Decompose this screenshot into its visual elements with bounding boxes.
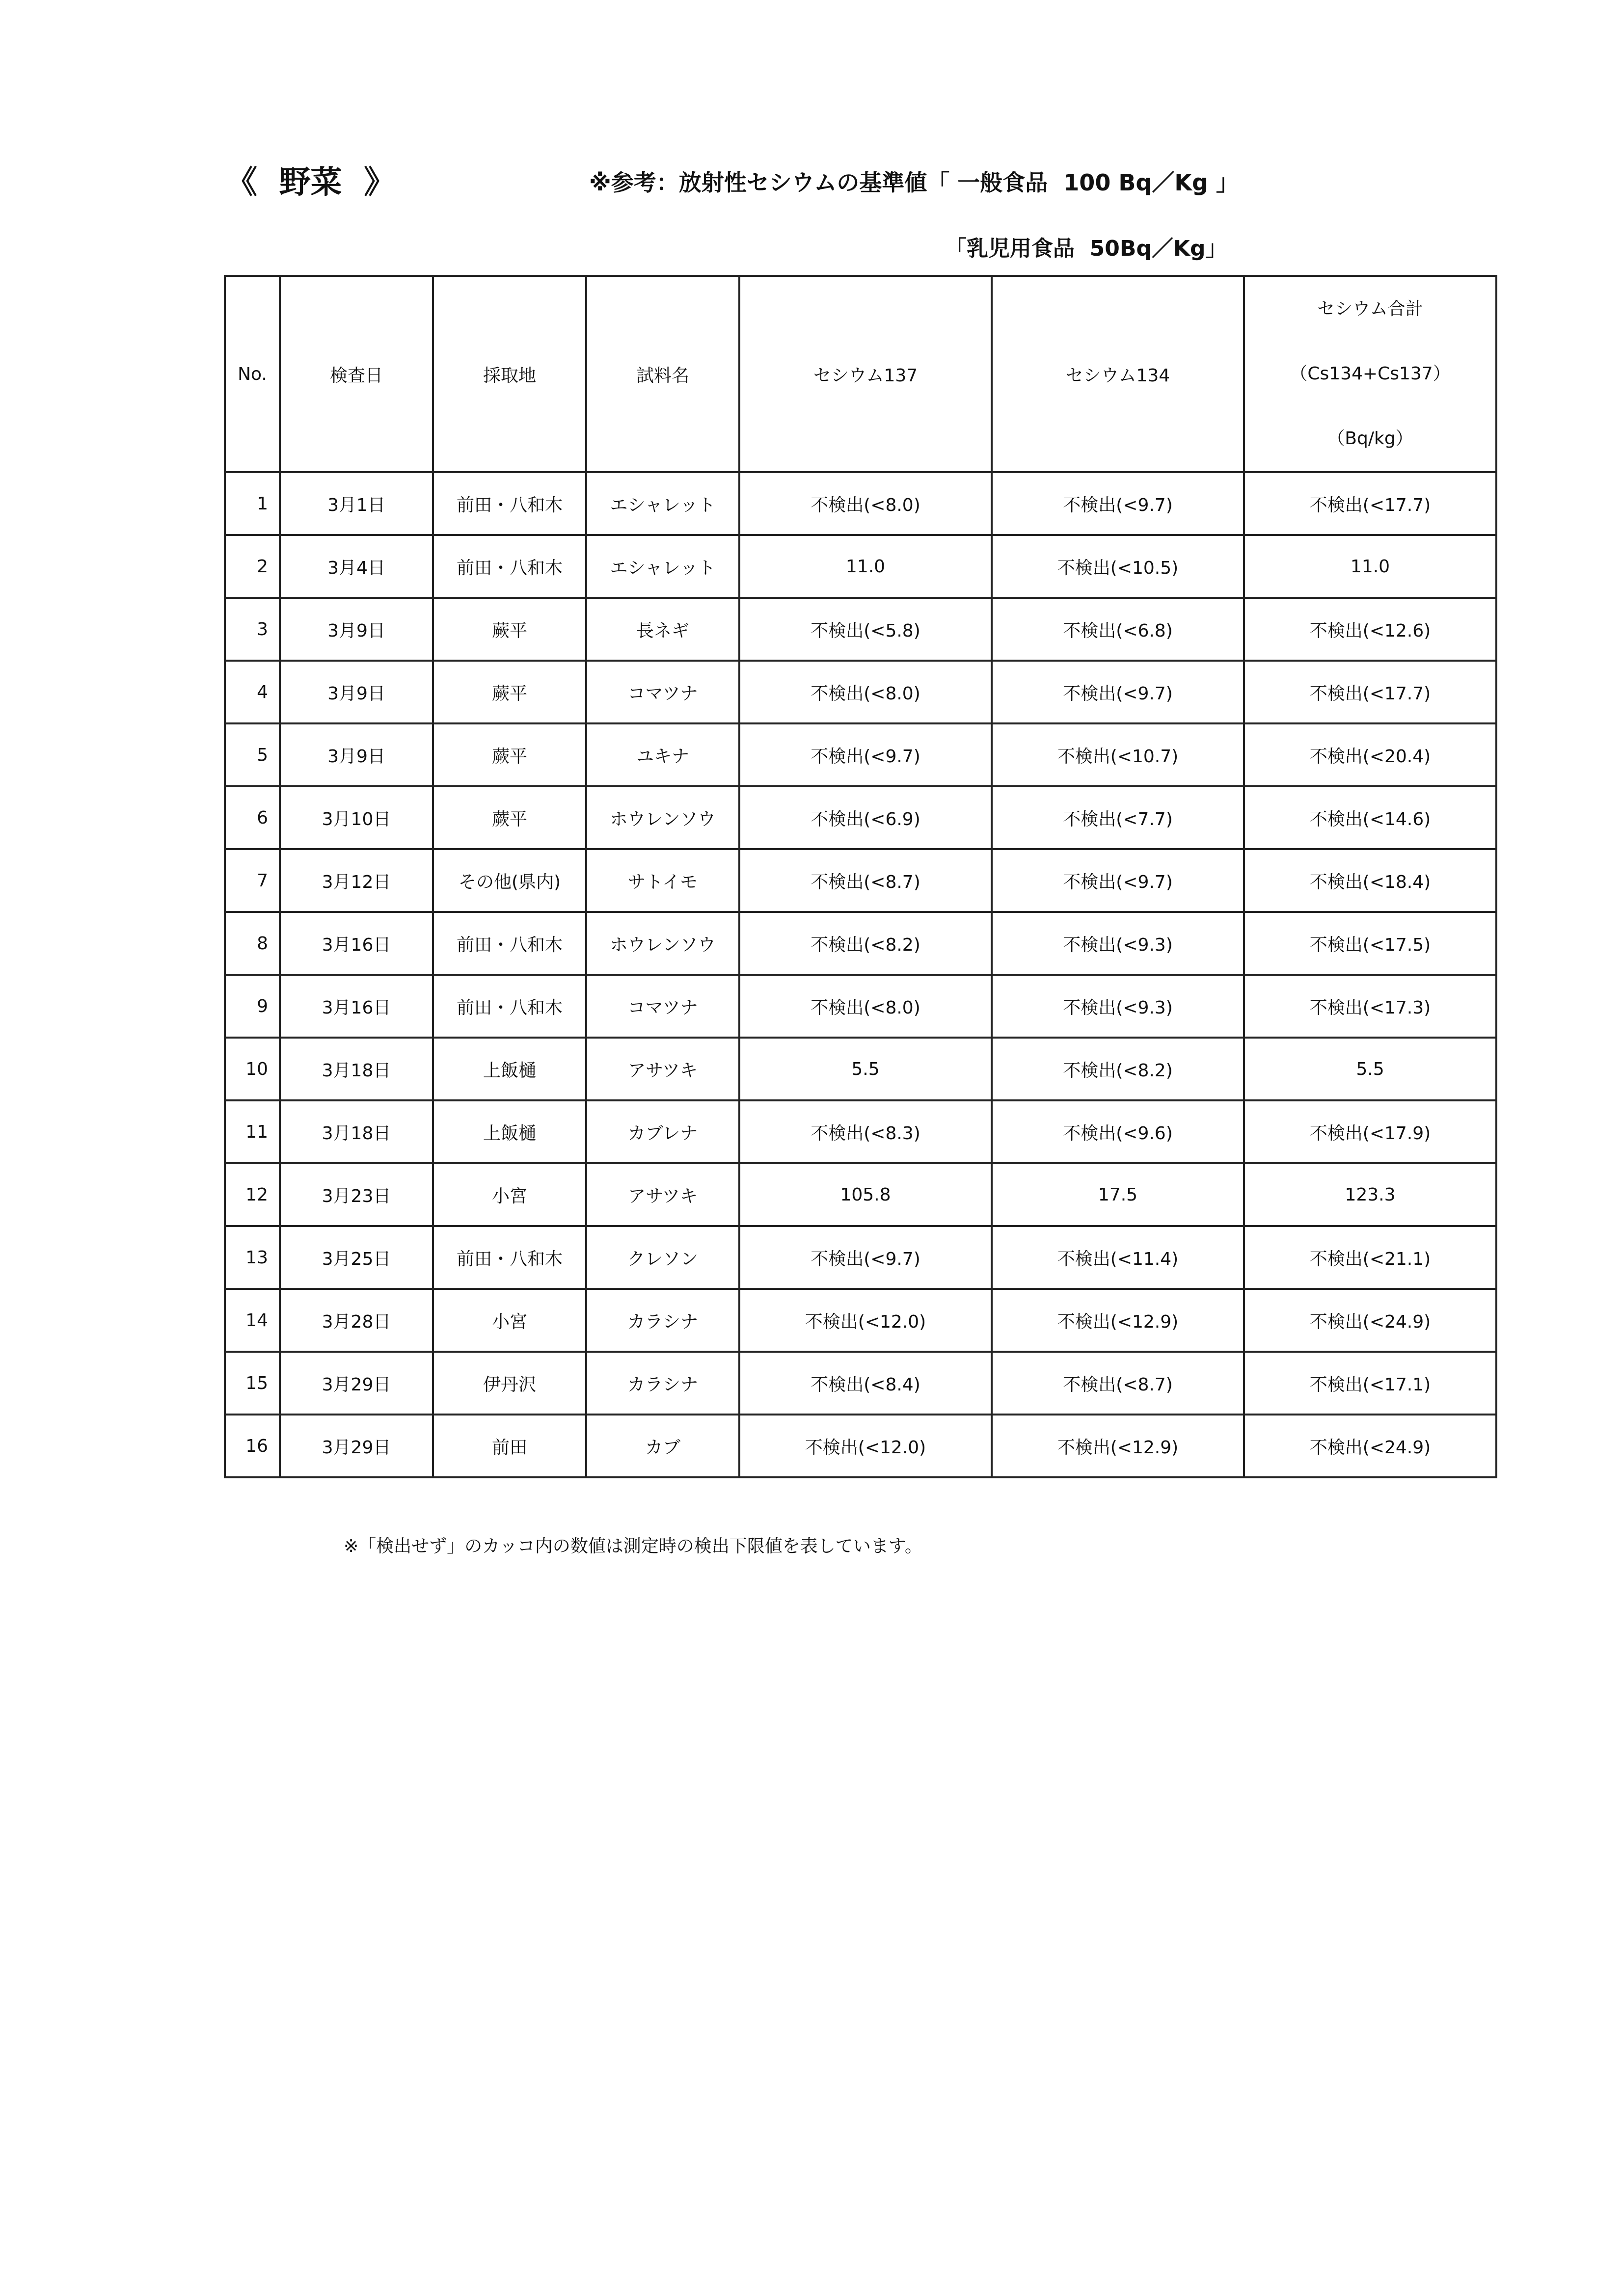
cell-location: 前田・八和木: [433, 472, 586, 535]
cell-cs137: 不検出(<9.7): [739, 723, 992, 786]
cell-location: 小宮: [433, 1289, 586, 1352]
cell-cs134: 不検出(<9.7): [992, 472, 1244, 535]
cell-sample: サトイモ: [586, 849, 739, 912]
column-header-no: No.: [225, 276, 280, 472]
cell-no: 5: [225, 723, 280, 786]
table-row: [225, 1226, 1496, 1289]
table-body: [225, 472, 1496, 1477]
cell-cs134: 不検出(<9.7): [992, 849, 1244, 912]
cell-no: 7: [225, 849, 280, 912]
column-header-sample: 試料名: [586, 276, 739, 472]
cell-location: 前田・八和木: [433, 912, 586, 975]
cell-date: 3月4日: [280, 535, 433, 598]
column-header-total-title: セシウム合計: [1317, 299, 1423, 319]
cell-sample: エシャレット: [586, 472, 739, 535]
cell-no: 9: [225, 975, 280, 1038]
cell-date: 3月10日: [280, 786, 433, 849]
cell-total: 不検出(<17.3): [1244, 975, 1496, 1038]
cell-location: 蕨平: [433, 723, 586, 786]
cell-sample: ホウレンソウ: [586, 786, 739, 849]
cell-sample: カブ: [586, 1415, 739, 1477]
cell-location: 前田: [433, 1415, 586, 1477]
column-header-cs137: セシウム137: [739, 276, 992, 472]
cell-cs137: 105.8: [739, 1163, 992, 1226]
table-row: [225, 912, 1496, 975]
cell-date: 3月9日: [280, 598, 433, 661]
cell-sample: カラシナ: [586, 1289, 739, 1352]
cell-cs134: 不検出(<10.5): [992, 535, 1244, 598]
cell-location: 伊丹沢: [433, 1352, 586, 1415]
cell-no: 16: [225, 1415, 280, 1477]
cell-cs134: 不検出(<9.3): [992, 912, 1244, 975]
table-row: [225, 1163, 1496, 1226]
cell-location: 前田・八和木: [433, 975, 586, 1038]
cell-date: 3月12日: [280, 849, 433, 912]
cell-date: 3月28日: [280, 1289, 433, 1352]
cell-cs137: 不検出(<6.9): [739, 786, 992, 849]
cell-no: 13: [225, 1226, 280, 1289]
cell-date: 3月1日: [280, 472, 433, 535]
cell-location: 小宮: [433, 1163, 586, 1226]
column-header-date: 検査日: [280, 276, 433, 472]
cell-date: 3月29日: [280, 1352, 433, 1415]
cell-cs137: 不検出(<5.8): [739, 598, 992, 661]
cell-date: 3月25日: [280, 1226, 433, 1289]
reference-standard-infant: 「乳児用食品 50Bq／Kg」: [945, 236, 1227, 261]
cell-cs134: 不検出(<7.7): [992, 786, 1244, 849]
cell-total: 不検出(<17.7): [1244, 472, 1496, 535]
cell-no: 14: [225, 1289, 280, 1352]
cell-cs137: 不検出(<8.3): [739, 1100, 992, 1163]
cell-location: 蕨平: [433, 786, 586, 849]
column-header-total-unit: （Bq/kg）: [1327, 428, 1413, 449]
cell-sample: アサツキ: [586, 1163, 739, 1226]
cell-total: 5.5: [1244, 1038, 1496, 1100]
cell-cs137: 5.5: [739, 1038, 992, 1100]
header-row: [225, 276, 1496, 472]
cell-no: 6: [225, 786, 280, 849]
cell-no: 3: [225, 598, 280, 661]
table-row: [225, 975, 1496, 1038]
cell-cs137: 不検出(<8.0): [739, 975, 992, 1038]
cell-no: 12: [225, 1163, 280, 1226]
cell-total: 不検出(<24.9): [1244, 1415, 1496, 1477]
cell-cs134: 不検出(<8.2): [992, 1038, 1244, 1100]
cell-no: 8: [225, 912, 280, 975]
cell-cs137: 不検出(<8.7): [739, 849, 992, 912]
column-header-location: 採取地: [433, 276, 586, 472]
cell-location: 前田・八和木: [433, 1226, 586, 1289]
cell-sample: 長ネギ: [586, 598, 739, 661]
cell-cs134: 17.5: [992, 1163, 1244, 1226]
reference-standard-general: ※参考：放射性セシウムの基準値「 一般食品 100 Bq／Kg 」: [589, 169, 1239, 196]
cell-no: 10: [225, 1038, 280, 1100]
column-header-cs134: セシウム134: [992, 276, 1244, 472]
cell-cs137: 不検出(<8.0): [739, 661, 992, 723]
cell-date: 3月23日: [280, 1163, 433, 1226]
cell-cs137: 不検出(<8.4): [739, 1352, 992, 1415]
table-row: [225, 723, 1496, 786]
cell-total: 11.0: [1244, 535, 1496, 598]
cell-total: 不検出(<17.5): [1244, 912, 1496, 975]
table-row: [225, 786, 1496, 849]
cell-location: その他(県内): [433, 849, 586, 912]
cell-no: 15: [225, 1352, 280, 1415]
cell-total: 不検出(<18.4): [1244, 849, 1496, 912]
table-row: [225, 661, 1496, 723]
cell-cs134: 不検出(<12.9): [992, 1415, 1244, 1477]
table-row: [225, 1352, 1496, 1415]
table-row: [225, 1100, 1496, 1163]
cell-total: 不検出(<12.6): [1244, 598, 1496, 661]
cell-cs134: 不検出(<8.7): [992, 1352, 1244, 1415]
column-header-total-formula: （Cs134+Cs137）: [1290, 364, 1451, 384]
cell-no: 2: [225, 535, 280, 598]
cell-no: 4: [225, 661, 280, 723]
cell-no: 11: [225, 1100, 280, 1163]
table-row: [225, 598, 1496, 661]
cell-date: 3月18日: [280, 1038, 433, 1100]
table-row: [225, 849, 1496, 912]
cell-total: 不検出(<21.1): [1244, 1226, 1496, 1289]
cell-location: 前田・八和木: [433, 535, 586, 598]
cell-cs134: 不検出(<12.9): [992, 1289, 1244, 1352]
cell-total: 不検出(<24.9): [1244, 1289, 1496, 1352]
cell-date: 3月9日: [280, 661, 433, 723]
cell-total: 不検出(<20.4): [1244, 723, 1496, 786]
cell-sample: カブレナ: [586, 1100, 739, 1163]
cell-date: 3月9日: [280, 723, 433, 786]
cell-cs137: 不検出(<9.7): [739, 1226, 992, 1289]
cell-location: 蕨平: [433, 661, 586, 723]
table-row: [225, 472, 1496, 535]
cell-cs137: 不検出(<8.0): [739, 472, 992, 535]
cell-sample: クレソン: [586, 1226, 739, 1289]
cell-no: 1: [225, 472, 280, 535]
cell-sample: エシャレット: [586, 535, 739, 598]
cell-sample: アサツキ: [586, 1038, 739, 1100]
cell-cs137: 11.0: [739, 535, 992, 598]
cell-location: 蕨平: [433, 598, 586, 661]
cell-sample: ユキナ: [586, 723, 739, 786]
cell-cs137: 不検出(<8.2): [739, 912, 992, 975]
cell-date: 3月16日: [280, 975, 433, 1038]
table-row: [225, 1289, 1496, 1352]
cell-location: 上飯樋: [433, 1038, 586, 1100]
table-row: [225, 1415, 1496, 1477]
table-row: [225, 535, 1496, 598]
cell-total: 不検出(<17.1): [1244, 1352, 1496, 1415]
cell-cs134: 不検出(<9.3): [992, 975, 1244, 1038]
cell-date: 3月16日: [280, 912, 433, 975]
cell-cs134: 不検出(<6.8): [992, 598, 1244, 661]
cell-location: 上飯樋: [433, 1100, 586, 1163]
cell-date: 3月29日: [280, 1415, 433, 1477]
cell-sample: ホウレンソウ: [586, 912, 739, 975]
cell-total: 123.3: [1244, 1163, 1496, 1226]
cell-date: 3月18日: [280, 1100, 433, 1163]
cell-cs134: 不検出(<9.7): [992, 661, 1244, 723]
cell-cs137: 不検出(<12.0): [739, 1289, 992, 1352]
cell-cs134: 不検出(<9.6): [992, 1100, 1244, 1163]
column-header-total: [1244, 276, 1496, 472]
results-table: [224, 275, 1497, 1478]
cell-sample: コマツナ: [586, 975, 739, 1038]
cell-total: 不検出(<17.9): [1244, 1100, 1496, 1163]
cell-sample: カラシナ: [586, 1352, 739, 1415]
cell-total: 不検出(<17.7): [1244, 661, 1496, 723]
cell-cs137: 不検出(<12.0): [739, 1415, 992, 1477]
cell-cs134: 不検出(<10.7): [992, 723, 1244, 786]
footnote: ※「検出せず」のカッコ内の数値は測定時の検出下限値を表しています。: [344, 1536, 922, 1556]
cell-sample: コマツナ: [586, 661, 739, 723]
cell-cs134: 不検出(<11.4): [992, 1226, 1244, 1289]
table-row: [225, 1038, 1496, 1100]
cell-total: 不検出(<14.6): [1244, 786, 1496, 849]
section-title: 《 野菜 》: [226, 164, 396, 201]
